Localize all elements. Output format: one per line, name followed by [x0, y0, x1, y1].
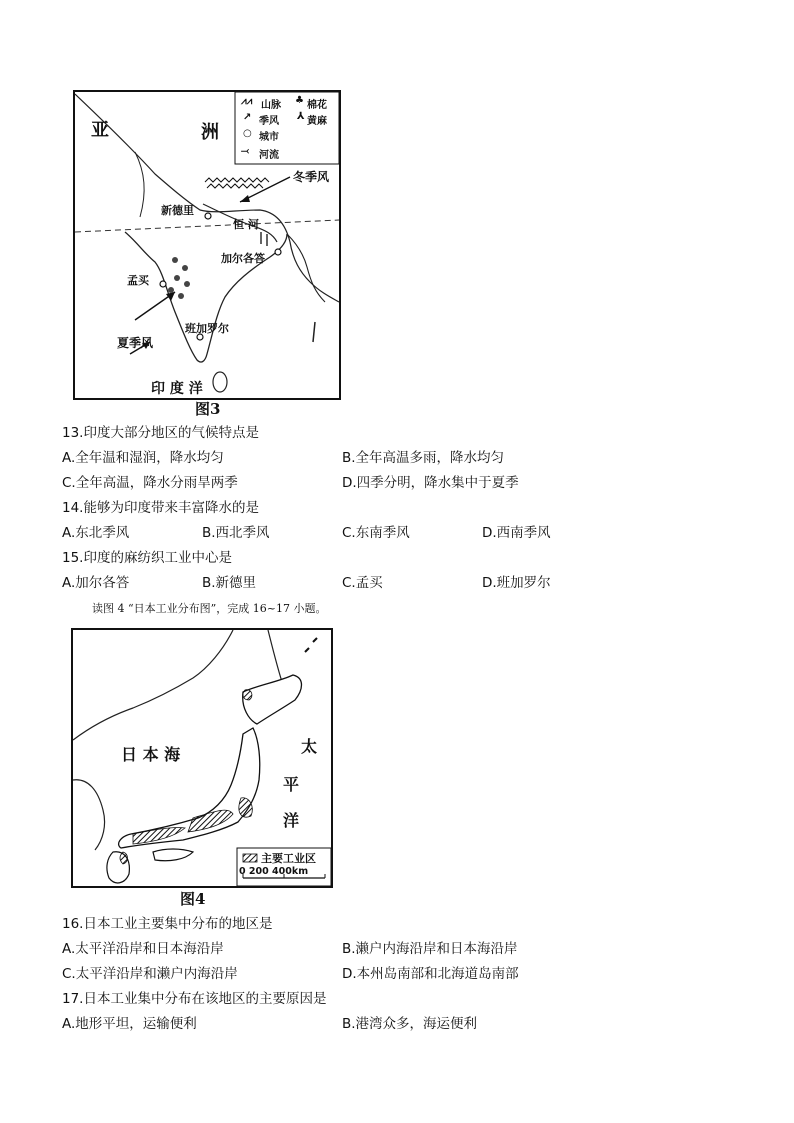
question-15-option-a[interactable]: A.加尔各答 [62, 575, 130, 591]
label-pacific-1: 太 [301, 737, 318, 756]
question-14-option-a[interactable]: A.东北季风 [62, 525, 130, 541]
question-15-option-b[interactable]: B.新德里 [202, 575, 257, 591]
figure-3-caption: 图3 [195, 400, 221, 418]
legend-monsoon-icon: ↗ [243, 112, 252, 123]
himalaya-mountains [205, 178, 269, 188]
cotton-symbols [168, 257, 190, 299]
legend-monsoon: 季风 [259, 116, 279, 127]
question-13-option-a[interactable]: A.全年温和湿润，降水均匀 [62, 450, 224, 466]
question-17-option-b[interactable]: B.港湾众多，海运便利 [342, 1016, 478, 1032]
question-16-stem: 16.日本工业主要集中分布的地区是 [62, 916, 273, 932]
hokkaido [243, 675, 302, 724]
question-16-option-c[interactable]: C.太平洋沿岸和濑户内海沿岸 [62, 966, 238, 982]
question-17-option-a[interactable]: A.地形平坦，运输便利 [62, 1016, 197, 1032]
question-16-option-d[interactable]: D.本州岛南部和北海道岛南部 [342, 966, 519, 982]
legend-industrial-zone: 主要工业区 [261, 852, 316, 865]
legend-river: 河流 [259, 150, 279, 161]
label-winter-monsoon: 冬季风 [293, 170, 330, 184]
kuril-islands [305, 638, 317, 652]
legend-cotton-icon: ♣ [295, 95, 304, 106]
city-kolkata [275, 249, 281, 255]
question-14-option-b[interactable]: B.西北季风 [202, 525, 270, 541]
question-15-stem: 15.印度的麻纺织工业中心是 [62, 550, 232, 566]
question-13-stem: 13.印度大部分地区的气候特点是 [62, 425, 259, 441]
question-14-option-c[interactable]: C.东南季风 [342, 525, 410, 541]
question-15-option-d[interactable]: D.班加罗尔 [482, 575, 551, 591]
question-16-option-a[interactable]: A.太平洋沿岸和日本海沿岸 [62, 941, 224, 957]
legend-scale: 0 200 400km [239, 866, 309, 877]
legend-mountain-icon: ⩘⩘ [241, 96, 253, 107]
question-13-option-c[interactable]: C.全年高温，降水分雨旱两季 [62, 475, 238, 491]
label-asia-1: 亚 [91, 120, 109, 141]
question-14-stem: 14.能够为印度带来丰富降水的是 [62, 500, 259, 516]
legend-industrial-icon [243, 854, 257, 862]
label-pacific-2: 平 [283, 775, 300, 794]
mainland-coast [73, 630, 233, 740]
label-mumbai: 孟买 [127, 274, 149, 287]
legend-city: 城市 [259, 132, 279, 143]
figure-3-india-map [73, 90, 341, 400]
city-new-delhi [205, 213, 211, 219]
city-mumbai [160, 281, 166, 287]
label-indian-ocean: 印 度 洋 [151, 381, 203, 397]
label-sea-of-japan: 日 本 海 [121, 745, 181, 764]
label-new-delhi: 新德里 [161, 204, 194, 217]
tropic-line [75, 220, 339, 232]
question-13-option-b[interactable]: B.全年高温多雨，降水均匀 [342, 450, 505, 466]
label-bangalore: 班加罗尔 [185, 322, 229, 335]
question-17-stem: 17.日本工业集中分布在该地区的主要原因是 [62, 991, 327, 1007]
figure-4-caption: 图4 [180, 890, 206, 908]
korea-coast [73, 780, 105, 850]
label-summer-monsoon: 夏季风 [117, 336, 154, 350]
figure-4-instruction: 读图 4 “日本工业分布图”，完成 16~17 小题。 [92, 602, 327, 615]
legend-river-icon: ⤙ [241, 146, 249, 157]
question-14-option-d[interactable]: D.西南季风 [482, 525, 551, 541]
label-pacific-3: 洋 [283, 811, 300, 830]
jute-symbols [261, 232, 267, 246]
legend-cotton: 棉花 [307, 100, 327, 111]
legend-jute: 黄麻 [307, 116, 327, 127]
label-kolkata: 加尔各答 [221, 252, 265, 265]
legend-city-icon: ○ [243, 128, 252, 139]
label-asia-2: 洲 [201, 122, 219, 143]
shikoku [153, 849, 193, 861]
figure-4-japan-map [71, 628, 333, 888]
sri-lanka [213, 372, 227, 392]
legend-jute-icon: ⅄ [297, 111, 305, 122]
question-13-option-d[interactable]: D.四季分明，降水集中于夏季 [342, 475, 519, 491]
legend-mountain: 山脉 [261, 100, 281, 111]
question-15-option-c[interactable]: C.孟买 [342, 575, 383, 591]
japan-map-drawing [73, 630, 331, 886]
question-16-option-b[interactable]: B.濑户内海沿岸和日本海沿岸 [342, 941, 518, 957]
label-ganges: 恒 河 [233, 218, 259, 231]
